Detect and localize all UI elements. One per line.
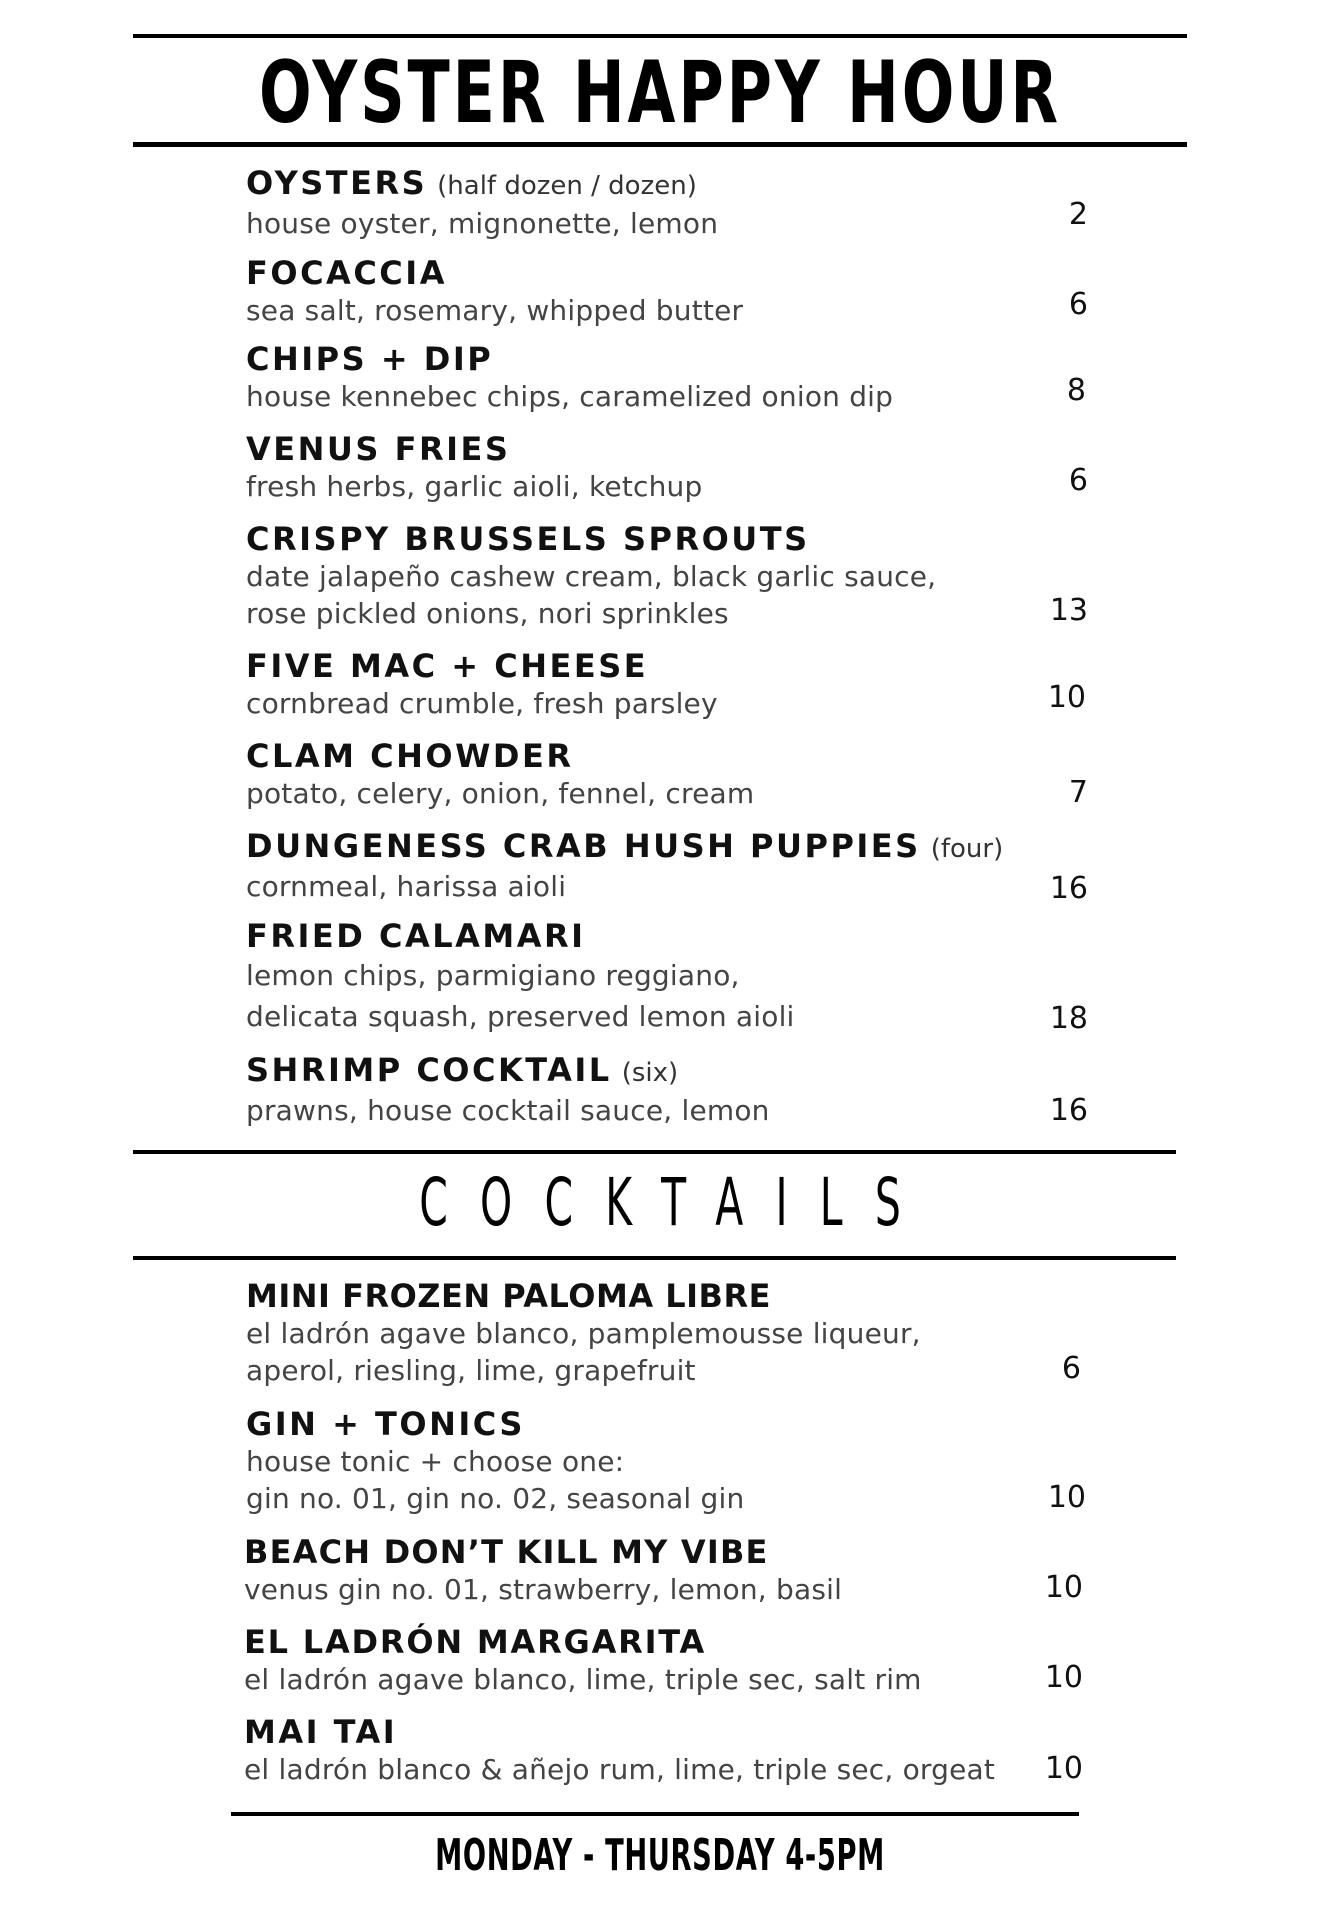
item-price: 7: [1068, 775, 1088, 810]
item-description-line-1: house tonic + choose one:: [246, 1445, 625, 1478]
item-description: potato, celery, onion, fennel, cream: [246, 777, 755, 810]
item-name: GIN + TONICS: [246, 1405, 525, 1443]
item-description-line-1: lemon chips, parmigiano reggiano,: [246, 959, 740, 992]
item-name: CHIPS + DIP: [246, 340, 494, 378]
item-price: 6: [1061, 1351, 1081, 1386]
item-price: 18: [1049, 1001, 1088, 1036]
item-description-line-1: el ladrón agave blanco, pamplemousse liqueur,: [246, 1317, 921, 1350]
cocktails-section-title: COCKTAILS: [419, 1164, 934, 1241]
menu-item-five-mac-cheese: [246, 647, 1096, 722]
menu-item-oysters: [246, 164, 1096, 242]
item-description: fresh herbs, garlic aioli, ketchup: [246, 470, 703, 503]
item-portion-note: (six): [621, 1058, 679, 1088]
item-name: MAI TAI: [244, 1713, 398, 1751]
menu-item-fried-calamari: [246, 917, 1096, 1035]
item-description: prawns, house cocktail sauce, lemon: [246, 1094, 770, 1127]
page-title: OYSTER HAPPY HOUR: [259, 43, 1061, 143]
menu-item-beach-dont-kill-my-vibe: [244, 1533, 1094, 1608]
item-portion-note: (half dozen / dozen): [437, 171, 697, 201]
menu-item-venus-fries: [246, 430, 1096, 505]
item-description: cornbread crumble, fresh parsley: [246, 687, 718, 720]
item-name: OYSTERS: [246, 164, 428, 202]
item-description-line-2: rose pickled onions, nori sprinkles: [246, 597, 729, 630]
menu-item-crispy-brussels-sprouts: [246, 520, 1096, 632]
item-price: 13: [1049, 593, 1088, 628]
food-section-bottom-rule: [133, 1150, 1176, 1154]
item-description-line-2: gin no. 01, gin no. 02, seasonal gin: [246, 1482, 745, 1515]
item-name: EL LADRÓN MARGARITA: [244, 1623, 707, 1661]
top-rule: [133, 34, 1187, 38]
happy-hour-days-and-time: MONDAY - THURSDAY 4-5PM: [435, 1830, 885, 1881]
item-name: DUNGENESS CRAB HUSH PUPPIES: [246, 827, 921, 865]
item-name: SHRIMP COCKTAIL: [246, 1051, 612, 1089]
item-name: CLAM CHOWDER: [246, 737, 574, 775]
cocktails-title-bottom-rule: [133, 1256, 1176, 1260]
item-price: 10: [1044, 1751, 1083, 1786]
item-description: el ladrón blanco & añejo rum, lime, triple sec, orgeat: [244, 1753, 996, 1786]
menu-item-mai-tai: [244, 1713, 1094, 1788]
menu-item-el-ladron-margarita: [244, 1623, 1094, 1698]
item-price: 10: [1044, 1570, 1083, 1605]
item-description: house kennebec chips, caramelized onion dip: [246, 380, 894, 413]
item-name: FOCACCIA: [246, 254, 447, 292]
item-name: MINI FROZEN PALOMA LIBRE: [246, 1277, 771, 1315]
item-description: cornmeal, harissa aioli: [246, 870, 567, 903]
menu-item-shrimp-cocktail: [246, 1051, 1096, 1129]
item-description-line-2: aperol, riesling, lime, grapefruit: [246, 1354, 696, 1387]
item-price: 8: [1066, 373, 1086, 408]
item-price: 2: [1068, 197, 1088, 232]
item-price: 10: [1047, 1480, 1086, 1515]
item-portion-note: (four): [930, 834, 1004, 864]
item-price: 16: [1049, 871, 1088, 906]
menu-item-focaccia: [246, 254, 1096, 329]
menu-item-clam-chowder: [246, 737, 1096, 812]
item-price: 16: [1049, 1093, 1088, 1128]
item-name: BEACH DON’T KILL MY VIBE: [244, 1533, 769, 1571]
item-description: house oyster, mignonette, lemon: [246, 207, 719, 240]
cocktails-section-bottom-rule: [231, 1812, 1079, 1816]
menu-item-gin-tonics: [246, 1405, 1096, 1517]
item-name: VENUS FRIES: [246, 430, 511, 468]
item-description: el ladrón agave blanco, lime, triple sec, salt rim: [244, 1663, 922, 1696]
item-price: 6: [1068, 287, 1088, 322]
item-name: FIVE MAC + CHEESE: [246, 647, 649, 685]
menu-item-dungeness-crab-hush-puppies: [246, 827, 1096, 905]
item-price: 6: [1068, 463, 1088, 498]
item-description-line-2: delicata squash, preserved lemon aioli: [246, 1000, 795, 1033]
item-description-line-1: date jalapeño cashew cream, black garlic sauce,: [246, 560, 937, 593]
item-price: 10: [1044, 1660, 1083, 1695]
menu-item-chips-dip: [246, 340, 1096, 415]
item-name: FRIED CALAMARI: [246, 917, 586, 955]
item-name: CRISPY BRUSSELS SPROUTS: [246, 520, 810, 558]
item-description: venus gin no. 01, strawberry, lemon, basil: [244, 1573, 843, 1606]
item-description: sea salt, rosemary, whipped butter: [246, 294, 744, 327]
item-price: 10: [1047, 680, 1086, 715]
menu-item-mini-frozen-paloma-libre: [246, 1277, 1096, 1389]
